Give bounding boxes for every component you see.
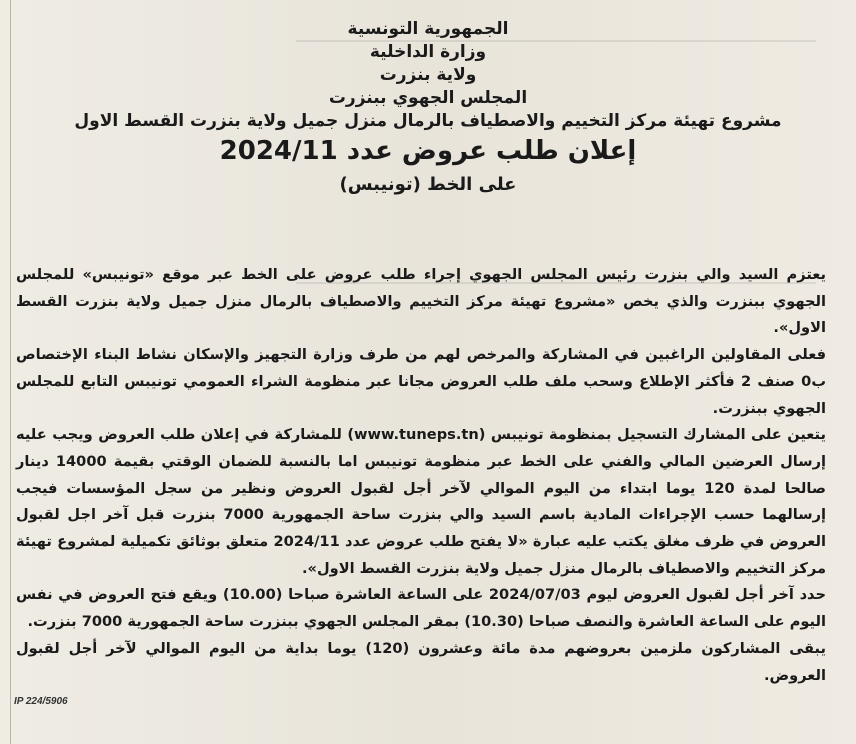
republic-title: الجمهورية التونسية bbox=[347, 19, 509, 39]
column-divider bbox=[10, 0, 11, 744]
notice-body bbox=[16, 262, 826, 689]
project-title: مشروع تهيئة مركز التخييم والاصطياف بالرمال منزل جميل ولاية بنزرت القسط الاول bbox=[74, 111, 782, 131]
notice-header bbox=[60, 18, 796, 198]
paragraph-eligibility: فعلى المقاولين الراغبين في المشاركة والمرخص لهم من طرف وزارة التجهيز والإسكان نشاط البناء الإختصاص ب0 صنف 2 فأكثر الإطلاع وسحب ملف طلب العروض مجانا عبر منظومة الشراء العمومي تونيبس التابع للمجلس الجهوي ببنزرت. bbox=[16, 346, 826, 417]
online-subtitle: على الخط (تونيبس) bbox=[339, 174, 517, 195]
paragraph-deadline: حدد آخر أجل لقبول العروض ليوم 2024/07/03 على الساعة العاشرة صباحا (10.00) ويقع فتح العروض في نفس اليوم على الساعة العاشرة والنصف صباحا (10.30) بمقر المجلس الجهوي ببنزرت ساحة الجمهورية 7000 بنزرت. bbox=[16, 586, 827, 631]
governorate-title: ولاية بنزرت bbox=[379, 65, 477, 85]
ministry-title: وزارة الداخلية bbox=[369, 42, 487, 62]
tender-notice-title: إعلان طلب عروض عدد 2024/11 bbox=[219, 136, 637, 166]
paragraph-validity: يبقى المشاركون ملزمين بعروضهم مدة مائة وعشرون (120) يوما بداية من اليوم الموالي لآخر أجل لقبول العروض. bbox=[16, 639, 826, 684]
paragraph-intro: يعتزم السيد والي بنزرت رئيس المجلس الجهوي إجراء طلب عروض على الخط عبر موقع «تونيبس» للمجلس الجهوي ببنزرت والذي يخص «مشروع تهيئة مركز التخييم والاصطياف بالرمال منزل جميل ولاية بنزرت القسط الاول». bbox=[16, 266, 826, 337]
reference-code: IP 224/5906 bbox=[14, 696, 68, 707]
paragraph-submission: يتعين على المشارك التسجيل بمنظومة تونيبس (www.tuneps.tn) للمشاركة في إعلان طلب العروض ويجب عليه إرسال العرضين المالي والفني على الخط عبر منظومة تونيبس اما بالنسبة للضمان الوقتي بقيمة 14000 دينار صالحا لمدة 120 يوما ابتداء من اليوم الموالي لآخر أجل لقبول العروض ونظير من سجل المؤسسات فيجب إرسالهما حسب الإجراءات المادية باسم السيد والي بنزرت ساحة الجمهورية 7000 بنزرت قبل آخر اجل لقبول العروض في ظرف مغلق يكتب عليه عبارة «لا يفتح طلب عروض عدد 2024/11 متعلق بوثائق تكميلية لمشروع تهيئة مركز التخييم والاصطياف بالرمال منزل جميل ولاية بنزرت القسط الاول». bbox=[16, 426, 826, 577]
council-title: المجلس الجهوي ببنزرت bbox=[328, 88, 528, 108]
